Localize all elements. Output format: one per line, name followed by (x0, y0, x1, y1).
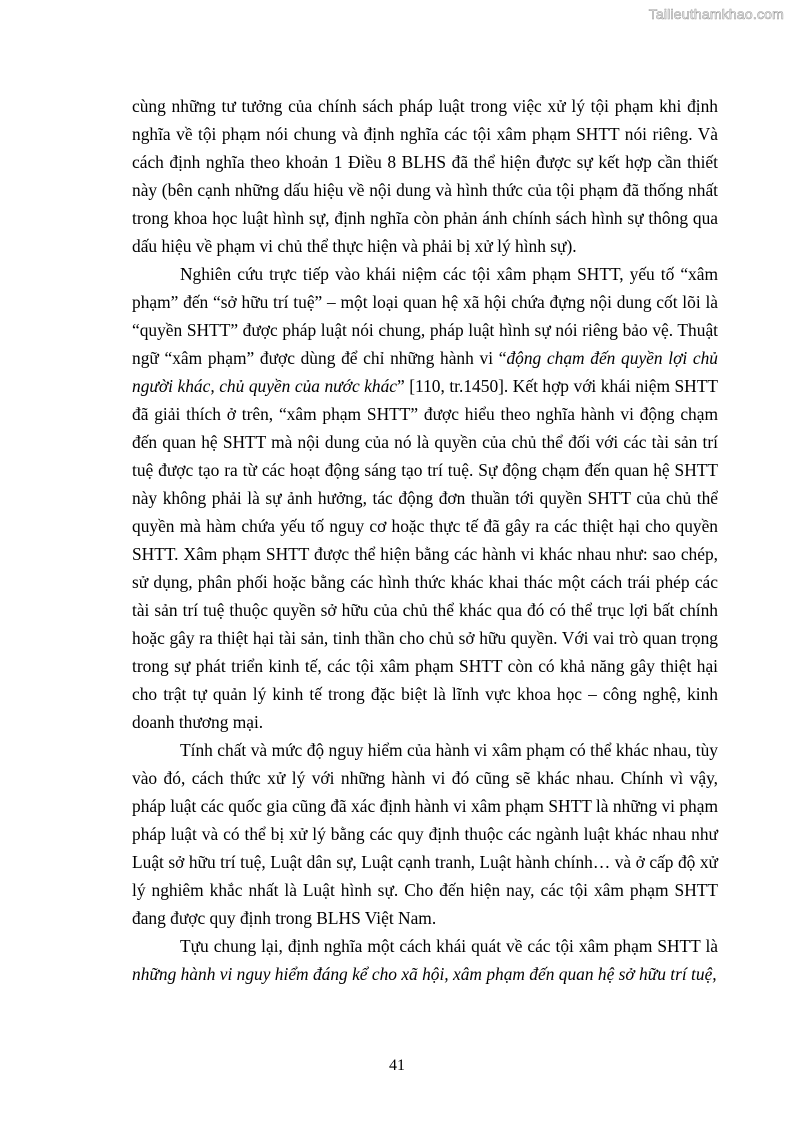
page-number: 41 (389, 1057, 405, 1074)
text-segment: cùng những tư tưởng của chính sách pháp luật trong việc xử lý tội phạm khi định nghĩa về tội phạm nói chung và định nghĩa các tội xâm phạm SHTT nói riêng. Và cách định nghĩa theo khoản 1 Điều 8 BLHS đã thể hiện được sự kết hợp cần thiết này (bên cạnh những dấu hiệu về nội dung và hình thức của tội phạm đã thống nhất trong khoa học luật hình sự, định nghĩa còn phản ánh chính sách hình sự thông qua dấu hiệu về phạm vi chủ thể thực hiện và phải bị xử lý hình sự). (132, 96, 718, 256)
watermark-text: Tailieuthamkhao.com (648, 6, 784, 22)
text-segment: ” [110, tr.1450]. Kết hợp với khái niệm SHTT đã giải thích ở trên, “xâm phạm SHTT” được hiểu theo nghĩa hành vi động chạm đến quan hệ SHTT mà nội dung của nó là quyền của chủ thể đối với các tài sản trí tuệ được tạo ra từ các hoạt động sáng tạo trí tuệ. Sự động chạm đến quan hệ SHTT này không phải là sự ảnh hưởng, tác động đơn thuần tới quyền SHTT của chủ thể quyền mà hàm chứa yếu tố nguy cơ hoặc thực tế đã gây ra các thiệt hại cho quyền SHTT. Xâm phạm SHTT được thể hiện bằng các hành vi khác nhau như: sao chép, sử dụng, phân phối hoặc bằng các hình thức khác khai thác một cách trái phép các tài sản trí tuệ thuộc quyền sở hữu của chủ thể khác qua đó có thể trục lợi bất chính hoặc gây ra thiệt hại tài sản, tinh thần cho chủ sở hữu quyền. Với vai trò quan trọng trong sự phát triển kinh tế, các tội xâm phạm SHTT còn có khả năng gây thiệt hại cho trật tự quản lý kinh tế trong đặc biệt là lĩnh vực khoa học – công nghệ, kinh doanh thương mại. (132, 376, 718, 732)
paragraph-2 (132, 260, 718, 736)
paragraph-3 (132, 736, 718, 932)
document-body (132, 92, 718, 988)
text-segment: Tựu chung lại, định nghĩa một cách khái quát về các tội xâm phạm SHTT là (180, 936, 718, 956)
italic-quote: động chạm đến quyền lợi chủ người khác, chủ quyền của nước khác (132, 348, 719, 396)
italic-definition: những hành vi nguy hiểm đáng kể cho xã hội, xâm phạm đến quan hệ sở hữu trí tuệ, (132, 964, 717, 984)
paragraph-1 (132, 92, 718, 260)
paragraph-4 (132, 932, 718, 988)
text-segment: Tính chất và mức độ nguy hiểm của hành vi xâm phạm có thể khác nhau, tùy vào đó, cách thức xử lý với những hành vi đó cũng sẽ khác nhau. Chính vì vậy, pháp luật các quốc gia cũng đã xác định hành vi xâm phạm SHTT là những vi phạm pháp luật và có thể bị xử lý bằng các quy định thuộc các ngành luật khác nhau như Luật sở hữu trí tuệ, Luật dân sự, Luật cạnh tranh, Luật hành chính… và ở cấp độ xử lý nghiêm khắc nhất là Luật hình sự. Cho đến hiện nay, các tội xâm phạm SHTT đang được quy định trong BLHS Việt Nam. (132, 740, 718, 928)
text-segment: Nghiên cứu trực tiếp vào khái niệm các tội xâm phạm SHTT, yếu tố “xâm phạm” đến “sở hữu trí tuệ” – một loại quan hệ xã hội chứa đựng nội dung cốt lõi là “quyền SHTT” được pháp luật nói chung, pháp luật hình sự nói riêng bảo vệ. Thuật ngữ “xâm phạm” được dùng để chỉ những hành vi “ (132, 264, 718, 368)
